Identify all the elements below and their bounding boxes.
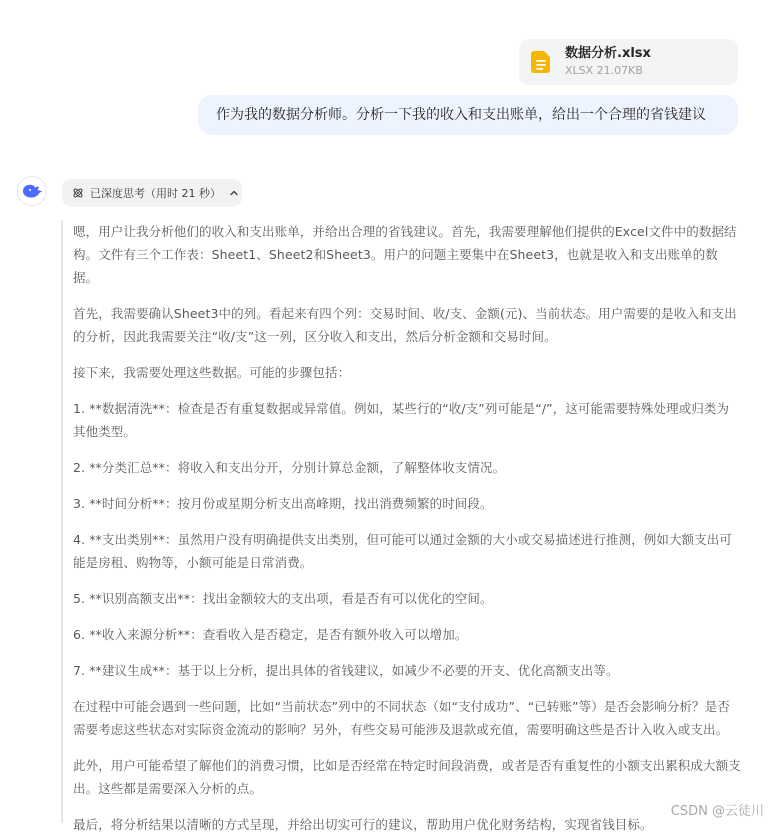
thinking-paragraph: 3. **时间分析**：按月份或星期分析支出高峰期，找出消费频繁的时间段。: [73, 496, 493, 511]
thinking-paragraph: 6. **收入来源分析**：查看收入是否稳定，是否有额外收入可以增加。: [73, 627, 468, 642]
spreadsheet-file-icon: [531, 51, 551, 73]
thinking-paragraph: 2. **分类汇总**：将收入和支出分开，分别计算总金额，了解整体收支情况。: [73, 460, 506, 475]
thinking-content: [61, 220, 741, 832]
thinking-paragraph: 接下来，我需要处理这些数据。可能的步骤包括：: [73, 365, 351, 380]
thinking-paragraph: 嗯，用户让我分析他们的收入和支出账单，并给出合理的省钱建议。首先，我需要理解他们提供的Excel文件中的数据结构。文件有三个工作表：Sheet1、Sheet2和Sheet3。用户的问题主要集中在Sheet3，也就是收入和支出账单的数据。: [73, 224, 737, 285]
assistant-avatar: [17, 176, 47, 206]
thinking-paragraph: 此外，用户可能希望了解他们的消费习惯，比如是否经常在特定时间段消费，或者是否有重复性的小额支出累积成大额支出。这些都是需要深入分析的点。: [73, 758, 741, 796]
whale-logo-icon: [21, 183, 43, 199]
watermark: CSDN @云徒川: [670, 804, 764, 819]
attachment-card[interactable]: [519, 39, 738, 85]
thinking-paragraph: 4. **支出类别**：虽然用户没有明确提供支出类别，但可能可以通过金额的大小或交易描述进行推测，例如大额支出可能是房租、购物等，小额可能是日常消费。: [73, 532, 733, 570]
chevron-up-icon: [229, 188, 239, 198]
thinking-paragraph: 7. **建议生成**：基于以上分析，提出具体的省钱建议，如减少不必要的开支、优化高额支出等。: [73, 663, 619, 678]
attachment-name: 数据分析.xlsx: [565, 46, 651, 61]
attachment-info: [565, 46, 651, 78]
user-message: 作为我的数据分析师。分析一下我的收入和支出账单，给出一个合理的省钱建议: [198, 95, 738, 135]
thinking-paragraph: 5. **识别高额支出**：找出金额较大的支出项，看是否有可以优化的空间。: [73, 591, 493, 606]
thinking-paragraph: 最后，将分析结果以清晰的方式呈现，并给出切实可行的建议，帮助用户优化财务结构，实现省钱目标。: [73, 817, 653, 832]
thinking-paragraph: 在过程中可能会遇到一些问题，比如“当前状态”列中的不同状态（如“支付成功”、“已转账”等）是否会影响分析？是否需要考虑这些状态对实际资金流动的影响？另外，有些交易可能涉及退款或充值，需要明确这些是否计入收入或支出。: [73, 699, 730, 737]
thinking-toggle-label: 已深度思考（用时 21 秒）: [90, 187, 221, 200]
atom-icon: [72, 187, 84, 199]
attachment-meta: XLSX 21.07KB: [565, 64, 643, 77]
thinking-paragraph: 首先，我需要确认Sheet3中的列。看起来有四个列：交易时间、收/支、金额(元)、当前状态。用户需要的是收入和支出的分析，因此我需要关注“收/支”这一列，区分收入和支出，然后分析金额和交易时间。: [73, 306, 737, 344]
thinking-toggle[interactable]: [62, 179, 242, 207]
thinking-paragraph: 1. **数据清洗**：检查是否有重复数据或异常值。例如，某些行的“收/支”列可能是“/”，这可能需要特殊处理或归类为其他类型。: [73, 401, 730, 439]
